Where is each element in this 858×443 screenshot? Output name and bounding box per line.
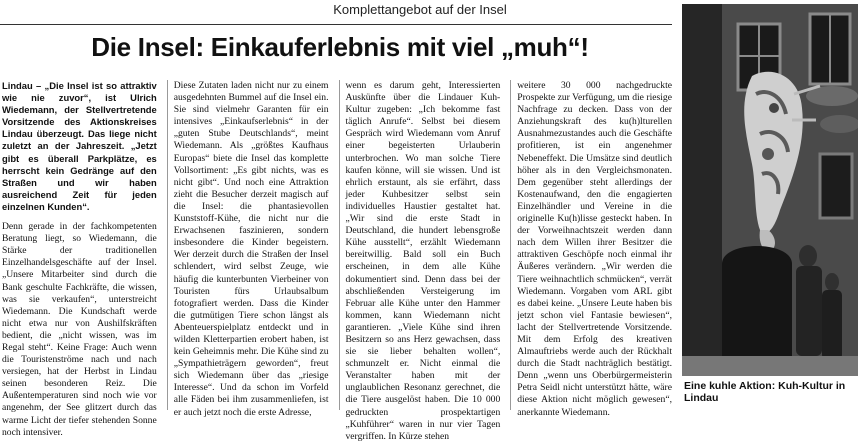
section-kicker: Komplettangebot auf der Insel — [333, 2, 507, 17]
article-paragraph: weitere 30 000 nachgedruckte Prospekte zur Verfügung, um die riesige Nachfrage zu decken. Dass von der Anziehungskraft des ku(h)lturellen Ausnahmezustandes auch die Geschäfte profitieren, ist ein angenehmer Nebeneffekt. Die Umsätze sind deutlich höher als in den Vergleichsmonaten. Dem gegenüber steht allerdings der Kostenaufwand, den die engagierten Einzelhändler und Vereine in die originelle Ku(h)lisse gesteckt haben. In der Vorweihnachtszeit werden dann nach dem Willen ihrer Besitzer die attraktiven Geschöpfe noch einmal ihr Äußeres verändern. „Wir werden die Tiere weihnachtlich schmücken“, verrät Wiedemann. Vorgaben vom ARL gibt es dabei keine. „Unsere Leute haben bis jetzt schon viel Fantasie bewiesen“, lacht der Stellvertretende Vorsitzende. Mit dem Erfolg des kreativen Almauftriebs werde auch der Rückhalt durch die Stadt nachträglich bestätigt. Denn „wenn uns Oberbürgermeisterin Petra Seidl nicht unterstützt hätte, wäre diese Aktion nicht möglich gewesen“, anerkannte Wiedemann. — [517, 80, 672, 418]
article-paragraph: Diese Zutaten laden nicht nur zu einem ausgedehnten Bummel auf die Insel ein. Sie sind vielmehr Garanten für ein intensives „Einkaufserlebnis“ in der „guten Stube Deutschlands“, meint Wiedemann. Als „größtes Kaufhaus Europas“ biete die Insel das komplette Vollsortiment: „Es gibt nichts, was es nicht gibt“. Und noch eine Attraktion zieht die Besucher derzeit magisch auf die Insel: die phantasievollen Kunststoff-Kühe, die nicht nur die Erwachsenen faszinieren, sondern insbesondere die Kinder begeistern. Wer derzeit durch die Straßen der Insel schlendert, wird selbst Zeuge, wie häufig die kunterbunten Vierbeiner von Touristen fürs Urlaubsalbum fotografiert werden. Dass die Kinder die gutmütigen Tiere schon längst als Abenteuerspielplatz entdeckt und in wilden Kletterpartien erobert haben, ist kein Geheimnis mehr. Die Kühe sind zu „Sympathieträgern geworden“, freut sich Wiedemann über das „riesige Interesse“. Und da schon im Vorfeld alle Fäden bei ihm zusammenliefen, ist er auch jetzt noch die erste Adresse, — [173, 80, 329, 418]
article-paragraph: Denn gerade in der fachkompetenten Beratung liegt, so Wiedemann, die Stärke der traditionellen Einzelhandelsgeschäfte auf der Insel. „Unsere Mitarbeiter sind durch die Bank geschulte Fachkräfte, die wissen, was sie verkaufen“, unterstreicht Wiedemann. Die Kundschaft werde nicht etwa nur von Aushilfskräften bedient, die „nicht wissen, was im Regal steht“. Keine Frage: Auch wenn die Touristenströme nach und nach versiegen, hat der Herbst in Lindau seinen besonderen Reiz. Die Außentemperaturen sind noch wie vor angenehm, der See glitzert durch das warme Licht der tiefer stehenden Sonne noch intensiver. — [2, 221, 157, 438]
photo-caption: Eine kuhle Aktion: Kuh-Kultur in Lindau — [684, 380, 846, 404]
article-column-2 — [167, 80, 331, 418]
article-column-3 — [339, 80, 503, 442]
kicker-divider — [0, 24, 672, 25]
article-column-4 — [510, 80, 674, 418]
article-column-1 — [2, 80, 159, 438]
article-lead: Lindau – „Die Insel ist so attraktiv wie nie zuvor“, ist Ulrich Wiedemann, der Stellvertretende Vorsitzende des Aktionskreises Lindau überzeugt. Das liege nicht zuletzt an der Jahreszeit. „Jetzt gibt es überall Parkplätze, es herrscht kein Gedränge auf den Straßen und wir haben ausreichend Zeit für jeden einzelnen Kunden“. — [2, 80, 157, 212]
headline: Die Insel: Einkauferlebnis mit viel „muh“! — [91, 32, 589, 62]
article-paragraph: wenn es darum geht, Interessierten Auskünfte über die Lindauer Kuh-Kultur zugeben: „Ich bekomme fast täglich Anrufe“. Selbst bei diesem Gespräch wird Wiedemann vom Anruf einer begeisterten Urlauberin unterbrochen. Wo man solche Tiere kaufen könne, will sie wissen. Und ist ehrlich erstaunt, als sie erfährt, dass jeder Kuhbesitzer selbst sein individuelles Haustier gestaltet hat. „Wir sind die erste Stadt in Deutschland, die hundert lebensgroße Kühe ausstellt“, erzählt Wiedemann bereitwillig. Bald soll ein Buch erscheinen, in dem alle Kühe dokumentiert sind. Denn dass bei der abschließenden Versteigerung im Februar alle Kühe unter den Hammer kommen, kann Wiedemann nicht garantieren. „Viele Kühe sind ihren Besitzern so ans Herz gewachsen, dass sie sie lieber behalten wollen“, schmunzelt er. Nicht einmal die Veranstalter haben mit der unglaublichen Resonanz gerechnet, die die Tiere ausgelöst haben. Die 10 000 gedruckten prospektartigen „Kuhführer“ waren in nur vier Tagen vergriffen. In Kürze stehen — [345, 80, 501, 442]
article-photo — [682, 4, 858, 376]
cow-sculpture-photo — [682, 4, 858, 376]
article-columns — [2, 80, 674, 442]
